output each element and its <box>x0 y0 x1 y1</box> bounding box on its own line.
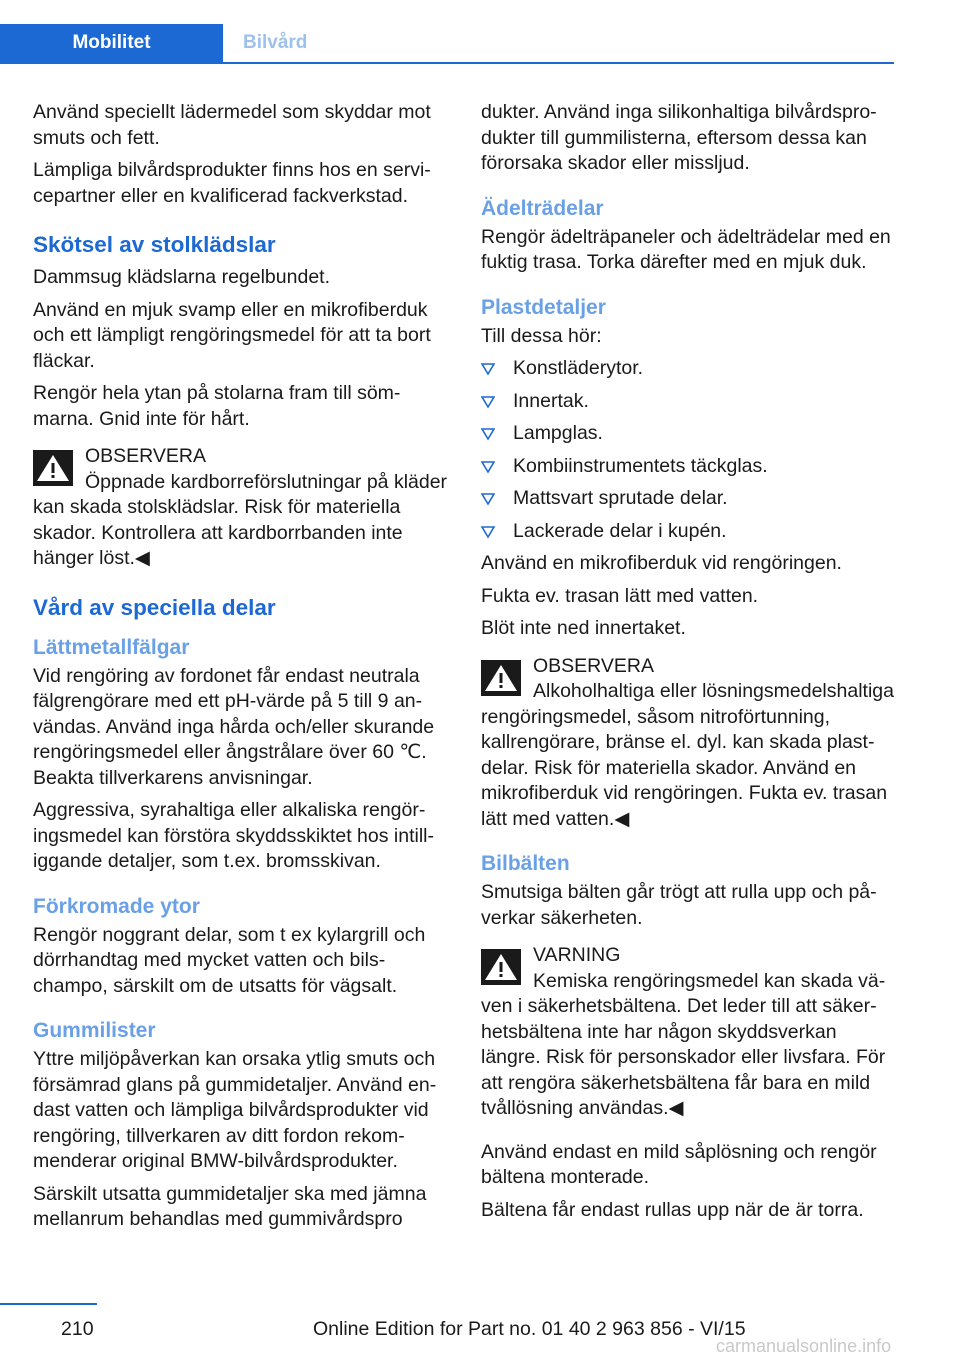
paragraph: Rengör ädelträpaneler och ädelträdelar med en fuktig trasa. Torka därefter med en mjuk duk. <box>481 225 891 273</box>
warning-title: VARNING <box>533 944 621 966</box>
heading-chrome: Förkromade ytor <box>33 894 200 918</box>
paragraph: Använd en mjuk svamp eller en mikrofiberduk och ett lämpligt rengöringsmedel för att ta bort fläckar. <box>33 298 431 372</box>
paragraph: Till dessa hör: <box>481 324 602 347</box>
warning-title: OBSERVERA <box>85 445 207 467</box>
watermark: carmanualsonline.info <box>716 1336 892 1356</box>
paragraph: Yttre miljöpåverkan kan orsaka ytlig smuts och försämrad glans på gummidetaljer. Använd endast vatten och lämpliga bilvårdsprodukter vid rengöring, tillverkaren av ditt fordon rekommenderar original BMW-bilvårdsprodukter. <box>33 1048 437 1172</box>
paragraph: Använd speciellt lädermedel som skyddar mot smuts och fett. <box>33 101 431 149</box>
paragraph: Dammsug klädslarna regelbundet. <box>33 266 330 288</box>
paragraph: Särskilt utsatta gummidetaljer ska med jämna mellanrum behandlas med gummivårdspro <box>33 1182 427 1230</box>
heading-plastic: Plastdetaljer <box>481 295 606 319</box>
triangle-bullet-icon <box>481 492 495 506</box>
heading-belts: Bilbälten <box>481 852 570 875</box>
paragraph: Rengör hela ytan på stolarna fram till sömmarna. Gnid inte för hårt. <box>33 382 401 430</box>
warning-icon <box>33 450 73 486</box>
tab-bilvard[interactable]: Bilvård <box>243 32 308 53</box>
page-number: 210 <box>61 1318 94 1340</box>
paragraph: Aggressiva, syrahaltiga eller alkaliska rengöringsmedel kan förstöra skyddsskiktet hos intilliggande detaljer, som t.ex. bromsskivan. <box>33 799 435 872</box>
warning-icon <box>481 660 521 696</box>
plastic-list <box>481 356 899 544</box>
triangle-bullet-icon <box>481 427 495 441</box>
right-column <box>481 100 899 1230</box>
warning-box <box>481 654 899 833</box>
list-item: Konstläderytor. <box>481 356 899 382</box>
warning-text: Alkoholhaltiga eller lösningsmedelshaltiga rengöringsmedel, såsom nitroförtunning, kallrengörare, bränse el. dyl. kan skada plastdelar. Risk för materiella skador. Använd en mikrofiberduk vid rengöringen. Fukta ev. trasan lätt med vatten.◀ <box>481 680 894 830</box>
paragraph: Fukta ev. trasan lätt med vatten. <box>481 584 759 607</box>
paragraph: dukter. Använd inga silikonhaltiga bilvårdsprodukter till gummilisterna, eftersom dessa kan förorsaka skador eller missljud. <box>481 101 877 174</box>
triangle-bullet-icon <box>481 362 495 376</box>
footer-rule <box>0 1303 97 1305</box>
paragraph: Använd endast en mild såplösning och rengör bältena monterade. <box>481 1140 877 1188</box>
triangle-bullet-icon <box>481 460 495 474</box>
paragraph: Rengör noggrant delar, som t ex kylargrill och dörrhandtag med mycket vatten och bilschampo, särskilt om de utsatts för vägsalt. <box>33 923 426 997</box>
list-item: Lampglas. <box>481 421 899 447</box>
warning-box <box>481 943 899 1122</box>
triangle-bullet-icon <box>481 525 495 539</box>
triangle-bullet-icon <box>481 395 495 409</box>
list-item: Mattsvart sprutade delar. <box>481 486 899 512</box>
warning-box <box>33 444 451 572</box>
list-item: Kombiinstrumentets täckglas. <box>481 454 899 480</box>
paragraph: Använd en mikrofiberduk vid rengöringen. <box>481 552 842 574</box>
heading-seat-care: Skötsel av stolklädslar <box>33 232 276 257</box>
warning-text: Öppnade kardborreförslutningar på kläder kan skada stolsklädslar. Risk för materiella skador. Kontrollera att kardborrbanden inte hänger löst.◀ <box>33 470 448 569</box>
heading-special-parts: Vård av speciella delar <box>33 594 276 620</box>
paragraph: Smutsiga bälten går trögt att rulla upp och påverkar säkerheten. <box>481 881 877 929</box>
paragraph: Lämpliga bilvårdsprodukter finns hos en servicepartner eller en kvalificerad fackverkstad. <box>33 159 431 207</box>
paragraph: Blöt inte ned innertaket. <box>481 617 686 639</box>
heading-rubber: Gummilister <box>33 1019 156 1042</box>
warning-icon <box>481 949 521 985</box>
warning-title: OBSERVERA <box>533 654 655 677</box>
heading-alloy-wheels: Lättmetallfälgar <box>33 635 190 659</box>
warning-text: Kemiska rengöringsmedel kan skada väven i säkerhetsbältena. Det leder till att säkerhetsbältena inte har någon skyddsverkan längre. Risk för personskador eller livsfara. För att rengöra säkerhetsbältena får bara en mild tvållösning användas.◀ <box>481 969 886 1119</box>
header-tabs <box>0 0 894 64</box>
list-item: Lackerade delar i kupén. <box>481 519 899 545</box>
list-item: Innertak. <box>481 389 899 415</box>
paragraph: Bältena får endast rullas upp när de är torra. <box>481 1198 864 1221</box>
paragraph: Vid rengöring av fordonet får endast neutrala fälgrengörare med ett pH-värde på 5 till 9 användas. Använd inga hårda och/eller skurande rengöringsmedel eller ångstrålare över 60 ℃. Beakta tillverkarens anvisningar. <box>33 664 435 789</box>
tab-mobilitet[interactable]: Mobilitet <box>0 24 223 62</box>
edition-note: Online Edition for Part no. 01 40 2 963 856 - VI/15 <box>313 1318 746 1340</box>
heading-wood: Ädelträdelar <box>481 196 604 220</box>
left-column <box>33 100 451 1240</box>
